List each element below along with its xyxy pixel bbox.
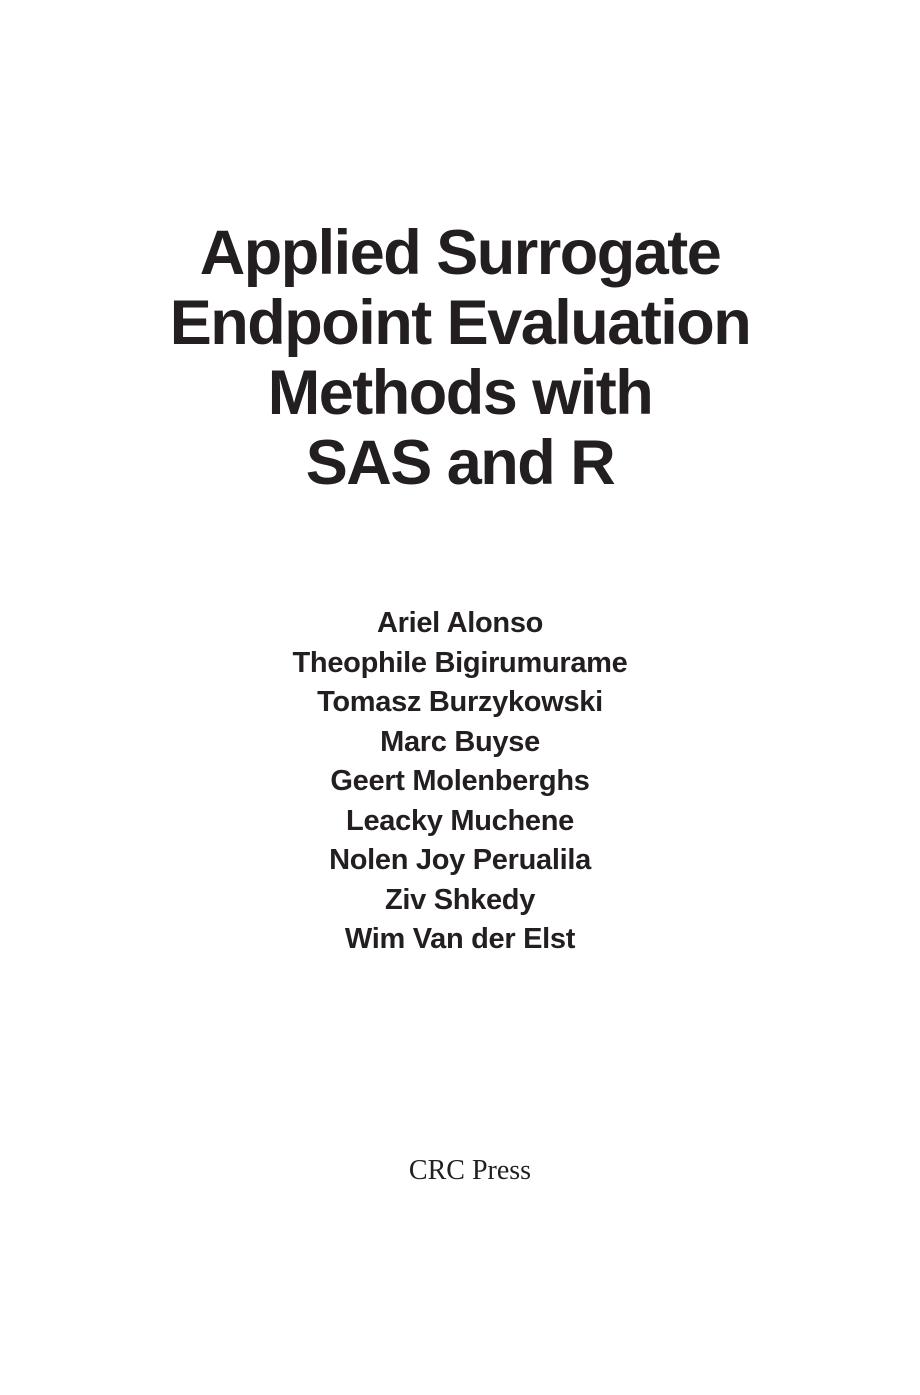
book-title <box>0 218 920 498</box>
title-line: Applied Surrogate <box>199 218 721 288</box>
author-name: Leacky Muchene <box>346 804 574 837</box>
author-name: Tomasz Burzykowski <box>317 686 603 718</box>
title-line: Endpoint Evaluation <box>169 288 751 358</box>
author-name: Geert Molenberghs <box>330 765 590 797</box>
author-name: Theophile Bigirumurame <box>292 646 628 679</box>
author-name: Ziv Shkedy <box>384 883 536 916</box>
title-line: Methods with <box>267 358 653 428</box>
author-list <box>0 604 920 960</box>
author-name: Marc Buyse <box>380 725 540 758</box>
author-name: Wim Van der Elst <box>344 923 576 955</box>
title-line: SAS and R <box>305 428 615 498</box>
publisher-name: CRC Press <box>408 1155 532 1186</box>
author-name: Nolen Joy Perualila <box>329 844 591 876</box>
author-name: Ariel Alonso <box>376 607 544 639</box>
